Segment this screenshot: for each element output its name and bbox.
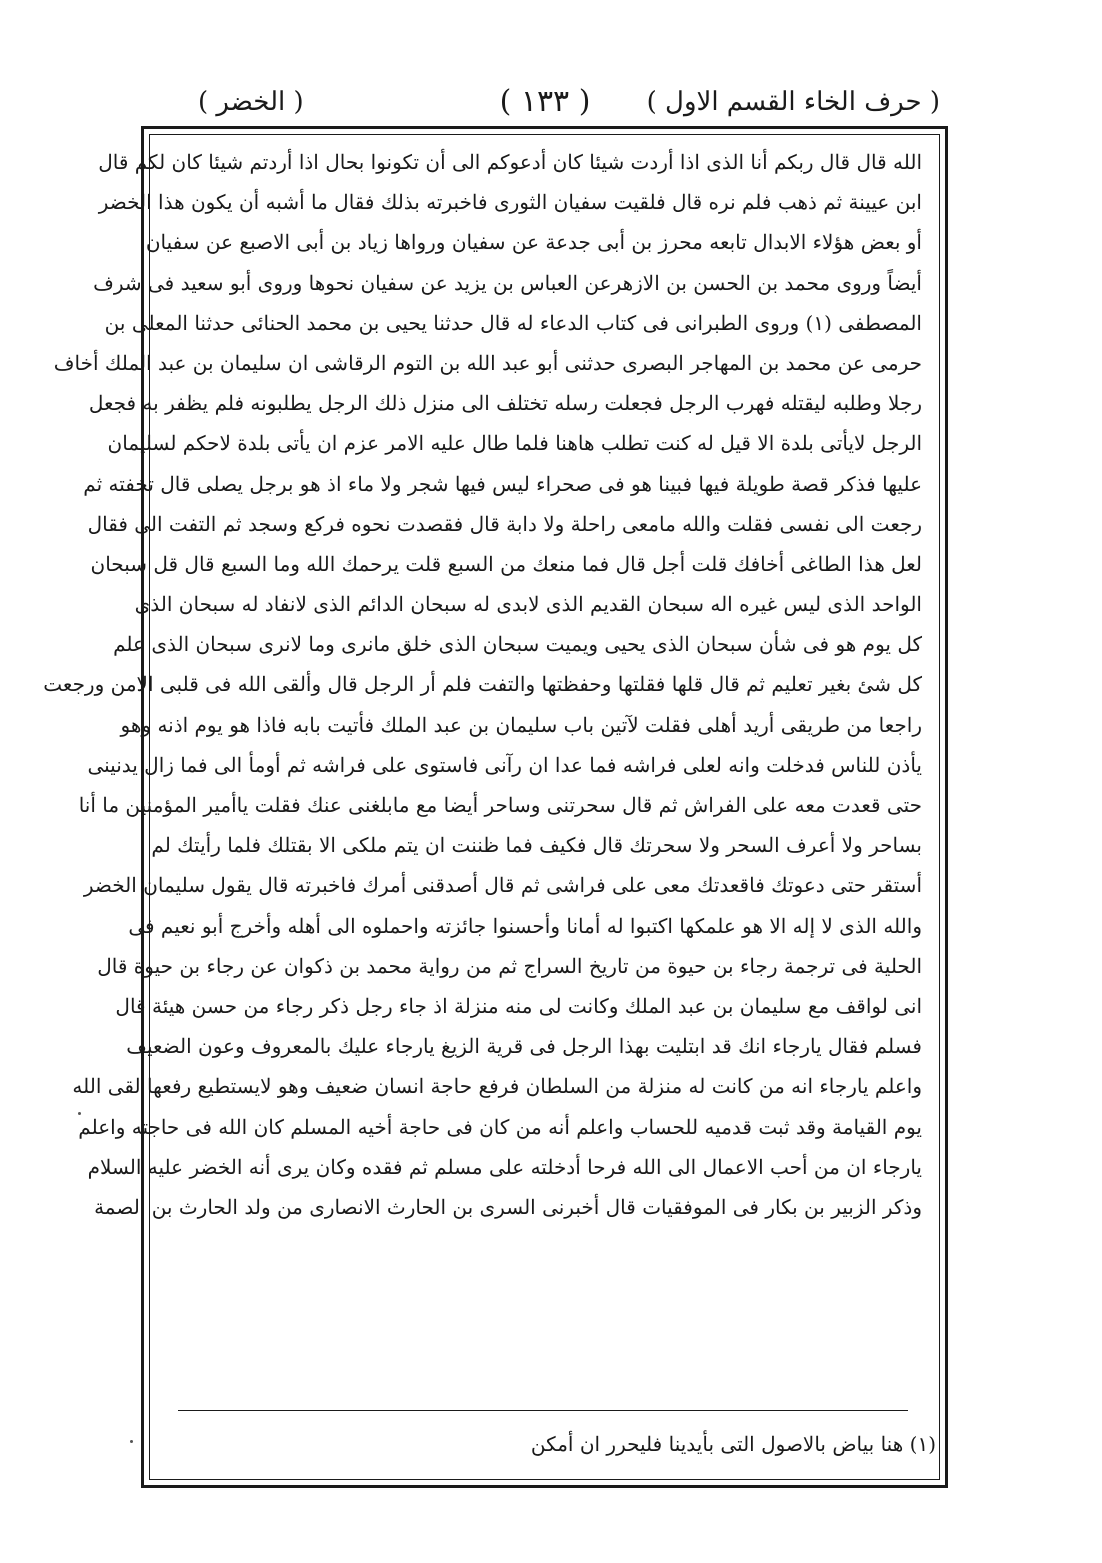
text-line: لعل هذا الطاغى أخافك قلت أجل قال فما منعك من السبع قلت يرحمك الله وما السبع قال قل سبحان [90, 551, 922, 576]
paper-speck [130, 1440, 133, 1443]
text-line: انى لواقف مع سليمان بن عبد الملك وكانت لى منه منزلة اذ جاء رجل ذكر رجاء من حسن هيئة قال [115, 993, 922, 1018]
text-line: الله قال قال ربكم أنا الذى اذا أردت شيئا كان أدعوكم الى أن تكونوا بحال اذا أردتم شيئا كان لكم قال [98, 150, 922, 174]
text-line: المصطفى (١) وروى الطبرانى فى كتاب الدعاء له قال حدثنا يحيى بن محمد الحنائى حدثنا المعلى بن [104, 310, 922, 335]
text-line: كل شئ بغير تعليم ثم قال قلها فقلتها وحفظتها والتفت فلم أر الرجل قال وألقى الله فى قلبى الامن ورجعت [43, 672, 922, 697]
text-line: أستقر حتى دعوتك فاقعدتك معى على فراشى ثم قال أصدقنى أمرك فاخبرته قال يقول سليمان الخضر [83, 873, 922, 898]
text-line: وذكر الزبير بن بكار فى الموفقيات قال أخبرنى السرى بن الحارث الانصارى من ولد الحارث بن الصمة [94, 1194, 922, 1219]
text-line: الحلية فى ترجمة رجاء بن حيوة من تاريخ السراج ثم من رواية محمد بن ذكوان عن رجاء بن حيوة قال [97, 953, 922, 978]
text-line: ابن عيينة ثم ذهب فلم نره قال فلقيت سفيان الثورى فاخبرته بذلك فقال ما أشبه أن يكون هذا الخضر [98, 190, 922, 215]
text-line: واعلم يارجاء انه من كانت له منزلة من السلطان فرفع حاجة انسان ضعيف وهو لايستطيع رفعها لقى الله [72, 1074, 922, 1099]
text-line: راجعا من طريقى أريد أهلى فقلت لآتين باب سليمان بن عبد الملك فأتيت بابه فاذا هو يوم اذنه وهو [120, 712, 922, 737]
text-line: رجعت الى نفسى فقلت والله مامعى راحلة ولا دابة قال فقصدت نحوه فركع وسجد ثم التفت الى فقال [87, 511, 922, 536]
page-header [150, 82, 940, 126]
footnote: (١) هنا بياض بالاصول التى بأيدينا فليحرر ان أمكن [530, 1432, 936, 1456]
main-text [43, 142, 922, 1227]
header-chapter-title: ( حرف الخاء القسم الاول ) [646, 87, 940, 117]
text-line: حرمى عن محمد بن المهاجر البصرى حدثنى أبو عبد الله بن التوم الرقاشى ان سليمان بن عبد الملك أخاف [53, 350, 922, 375]
text-line: أيضاً وروى محمد بن الحسن بن الازهرعن العباس بن يزيد عن سفيان نحوها وروى أبو سعيد فى شرف [93, 270, 922, 295]
text-line: فسلم فقال يارجاء انك قد ابتليت بهذا الرجل فى قرية الزيغ يارجاء عليك بالمعروف وعون الضعيف [126, 1034, 922, 1059]
text-line: الواحد الذى ليس غيره اله سبحان القديم الذى لابدى له سبحان الدائم الذى لانفاد له سبحان الذى [134, 592, 922, 617]
text-line: رجلا وطلبه ليقتله فهرب الرجل فجعلت رسله تختلف الى منزل ذلك الرجل يطلبونه فلم يظفر به فجعل [88, 391, 922, 416]
text-line: يوم القيامة وقد ثبت قدميه للحساب واعلم أنه من كان فى حاجة أخيه المسلم كان الله فى حاجته واعلم [78, 1114, 922, 1139]
text-line: أو بعض هؤلاء الابدال تابعه محرز بن أبى جدعة عن سفيان ورواها زياد بن أبى الاصبع عن سفيان [145, 230, 922, 255]
paper-speck [78, 1112, 81, 1115]
text-line: يأذن للناس فدخلت وانه لعلى فراشه فما عدا ان رآنى فاستوى على فراشه ثم أومأ الى فما زال يدنينى [87, 752, 922, 777]
page-number: ( ١٣٣ ) [499, 84, 591, 119]
text-line: الرجل لايأتى بلدة الا قيل له كنت تطلب هاهنا فلما طال عليه الامر عزم ان يأتى بلدة لاحكم لسليمان [107, 431, 922, 456]
text-line: بساحر ولا أعرف السحر ولا سحرتك قال فكيف فما ظننت ان يتم ملكى الا بقتلك فلما رأيتك لم [151, 833, 922, 858]
footnote-divider [178, 1410, 908, 1411]
header-entry-name: ( الخضر ) [198, 87, 304, 117]
text-line: حتى قعدت معه على الفراش ثم قال سحرتنى وساحر أيضا مع مابلغنى عنك فقلت ياأمير المؤمنين ما أنا [78, 793, 922, 817]
text-line: والله الذى لا إله الا هو علمكها اكتبوا له أمانا وأحسنوا جائزته واحملوه الى أهله وأخرج أبو نعيم فى [128, 913, 922, 938]
text-line: كل يوم هو فى شأن سبحان الذى يحيى ويميت سبحان الذى خلق مانرى وما لانرى سبحان الذى علم [113, 632, 922, 657]
text-line: عليها فذكر قصة طويلة فيها فبينا هو فى صحراء ليس فيها شجر ولا ماء اذ هو برجل يصلى قال تخفته ثم [83, 471, 922, 496]
text-line: يارجاء ان من أحب الاعمال الى الله فرحا أدخلته على مسلم ثم فقده وكان يرى أنه الخضر عليه السلام [87, 1154, 922, 1179]
